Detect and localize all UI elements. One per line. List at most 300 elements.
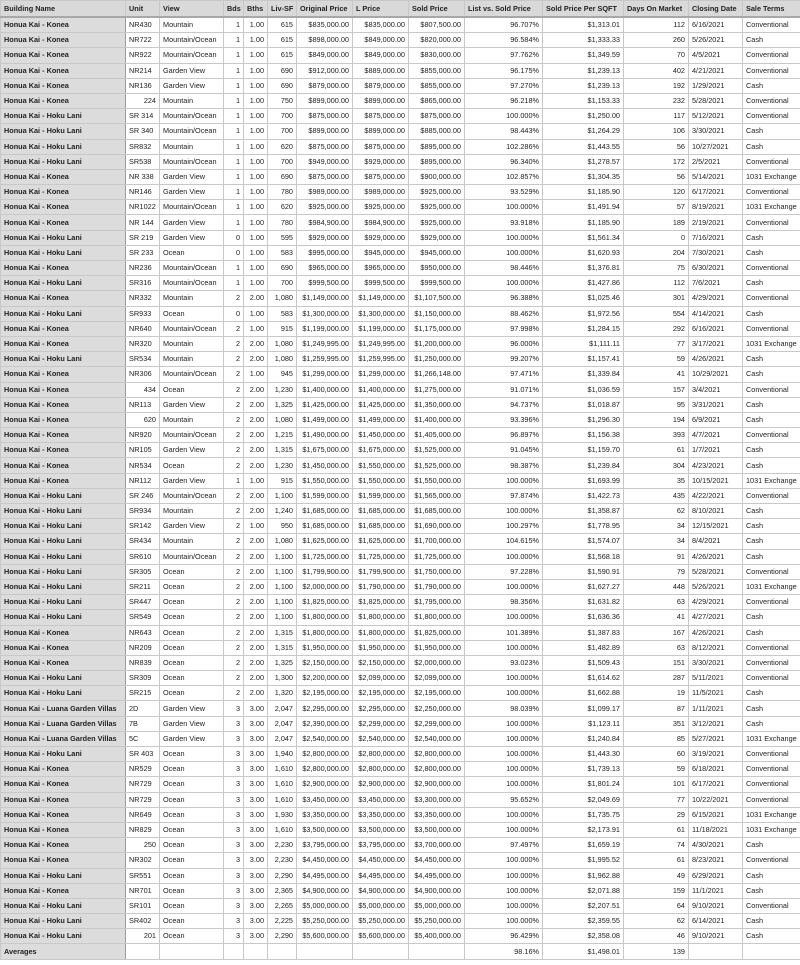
cell-building-name[interactable]: Honua Kai - Konea (1, 883, 126, 898)
cell-original-price[interactable]: $989,000.00 (297, 185, 353, 200)
cell-liv-sf[interactable]: 1,325 (268, 655, 297, 670)
cell-days-on-market[interactable]: 19 (624, 686, 689, 701)
cell-l-price[interactable]: $1,300,000.00 (353, 306, 409, 321)
cell-sold-price[interactable]: $855,000.00 (409, 63, 465, 78)
cell-view[interactable]: Ocean (160, 807, 224, 822)
cell-view[interactable]: Ocean (160, 898, 224, 913)
cell-original-price[interactable]: $1,725,000.00 (297, 549, 353, 564)
empty-cell[interactable] (297, 944, 353, 960)
cell-liv-sf[interactable]: 1,315 (268, 443, 297, 458)
cell-liv-sf[interactable]: 2,230 (268, 853, 297, 868)
cell-original-price[interactable]: $1,259,995.00 (297, 352, 353, 367)
cell-liv-sf[interactable]: 1,315 (268, 640, 297, 655)
cell-sale-terms[interactable]: Cash (743, 929, 800, 944)
cell-building-name[interactable]: Honua Kai - Konea (1, 33, 126, 48)
cell-list-vs-sold-price[interactable]: 100.000% (465, 747, 543, 762)
cell-bths[interactable]: 3.00 (244, 701, 268, 716)
cell-bths[interactable]: 2.00 (244, 428, 268, 443)
cell-sold-price[interactable]: $925,000.00 (409, 215, 465, 230)
cell-list-vs-sold-price[interactable]: 93.396% (465, 412, 543, 427)
cell-sold-price[interactable]: $2,299,000.00 (409, 716, 465, 731)
cell-l-price[interactable]: $1,499,000.00 (353, 412, 409, 427)
cell-sale-terms[interactable]: 1031 Exchange (743, 473, 800, 488)
cell-days-on-market[interactable]: 79 (624, 564, 689, 579)
empty-cell[interactable] (353, 944, 409, 960)
cell-closing-date[interactable]: 5/28/2021 (689, 564, 743, 579)
cell-sold-price-per-sqft[interactable]: $1,250.00 (543, 109, 624, 124)
cell-liv-sf[interactable]: 690 (268, 78, 297, 93)
cell-closing-date[interactable]: 4/22/2021 (689, 488, 743, 503)
cell-bths[interactable]: 2.00 (244, 397, 268, 412)
cell-sale-terms[interactable]: Cash (743, 701, 800, 716)
cell-building-name[interactable]: Honua Kai - Konea (1, 200, 126, 215)
cell-unit[interactable]: NR209 (126, 640, 160, 655)
cell-closing-date[interactable]: 5/14/2021 (689, 169, 743, 184)
cell-building-name[interactable]: Honua Kai - Hoku Lani (1, 595, 126, 610)
cell-sold-price[interactable]: $999,500.00 (409, 276, 465, 291)
cell-unit[interactable]: SR 403 (126, 747, 160, 762)
column-header-bths[interactable]: Bths (244, 1, 268, 18)
cell-sale-terms[interactable]: Conventional (743, 762, 800, 777)
cell-closing-date[interactable]: 8/23/2021 (689, 853, 743, 868)
cell-original-price[interactable]: $849,000.00 (297, 48, 353, 63)
cell-closing-date[interactable]: 3/19/2021 (689, 747, 743, 762)
cell-closing-date[interactable]: 4/26/2021 (689, 625, 743, 640)
cell-liv-sf[interactable]: 1,100 (268, 549, 297, 564)
cell-bths[interactable]: 1.00 (244, 261, 268, 276)
cell-original-price[interactable]: $1,249,995.00 (297, 336, 353, 351)
cell-bths[interactable]: 1.00 (244, 200, 268, 215)
cell-sold-price[interactable]: $2,900,000.00 (409, 777, 465, 792)
cell-unit[interactable]: 434 (126, 382, 160, 397)
cell-building-name[interactable]: Honua Kai - Konea (1, 78, 126, 93)
cell-l-price[interactable]: $1,950,000.00 (353, 640, 409, 655)
cell-days-on-market[interactable]: 157 (624, 382, 689, 397)
cell-closing-date[interactable]: 4/29/2021 (689, 291, 743, 306)
cell-sale-terms[interactable]: Cash (743, 397, 800, 412)
cell-liv-sf[interactable]: 1,080 (268, 352, 297, 367)
cell-original-price[interactable]: $1,799,900.00 (297, 564, 353, 579)
cell-sale-terms[interactable]: Cash (743, 519, 800, 534)
cell-bths[interactable]: 2.00 (244, 352, 268, 367)
cell-sale-terms[interactable]: Cash (743, 306, 800, 321)
cell-view[interactable]: Ocean (160, 671, 224, 686)
cell-sale-terms[interactable]: Cash (743, 245, 800, 260)
cell-unit[interactable]: SR305 (126, 564, 160, 579)
cell-bds[interactable]: 1 (224, 93, 244, 108)
cell-list-vs-sold-price[interactable]: 100.000% (465, 640, 543, 655)
cell-closing-date[interactable]: 1/7/2021 (689, 443, 743, 458)
cell-bds[interactable]: 2 (224, 671, 244, 686)
cell-bths[interactable]: 3.00 (244, 883, 268, 898)
cell-unit[interactable]: SR 340 (126, 124, 160, 139)
cell-sold-price[interactable]: $1,825,000.00 (409, 625, 465, 640)
cell-sold-price-per-sqft[interactable]: $1,801.24 (543, 777, 624, 792)
cell-bths[interactable]: 2.00 (244, 579, 268, 594)
cell-list-vs-sold-price[interactable]: 100.000% (465, 762, 543, 777)
cell-unit[interactable]: SR 219 (126, 230, 160, 245)
cell-liv-sf[interactable]: 1,230 (268, 382, 297, 397)
cell-unit[interactable]: NR649 (126, 807, 160, 822)
cell-closing-date[interactable]: 8/12/2021 (689, 640, 743, 655)
cell-unit[interactable]: NR829 (126, 822, 160, 837)
cell-l-price[interactable]: $2,540,000.00 (353, 731, 409, 746)
cell-original-price[interactable]: $879,000.00 (297, 78, 353, 93)
cell-sold-price[interactable]: $1,107,500.00 (409, 291, 465, 306)
cell-unit[interactable]: SR551 (126, 868, 160, 883)
cell-l-price[interactable]: $875,000.00 (353, 169, 409, 184)
cell-original-price[interactable]: $1,675,000.00 (297, 443, 353, 458)
cell-bds[interactable]: 1 (224, 48, 244, 63)
cell-view[interactable]: Garden View (160, 473, 224, 488)
cell-sale-terms[interactable]: Conventional (743, 488, 800, 503)
cell-bds[interactable]: 1 (224, 139, 244, 154)
cell-bths[interactable]: 2.00 (244, 671, 268, 686)
cell-view[interactable]: Ocean (160, 822, 224, 837)
cell-closing-date[interactable]: 10/29/2021 (689, 367, 743, 382)
cell-days-on-market[interactable]: 120 (624, 185, 689, 200)
cell-original-price[interactable]: $2,000,000.00 (297, 579, 353, 594)
cell-l-price[interactable]: $5,600,000.00 (353, 929, 409, 944)
cell-view[interactable]: Mountain (160, 352, 224, 367)
avg-list-vs-sold[interactable]: 98.16% (465, 944, 543, 960)
cell-view[interactable]: Ocean (160, 686, 224, 701)
cell-sold-price[interactable]: $5,000,000.00 (409, 898, 465, 913)
cell-view[interactable]: Garden View (160, 63, 224, 78)
cell-list-vs-sold-price[interactable]: 96.584% (465, 33, 543, 48)
cell-bths[interactable]: 3.00 (244, 762, 268, 777)
cell-sale-terms[interactable]: Conventional (743, 48, 800, 63)
cell-building-name[interactable]: Honua Kai - Konea (1, 397, 126, 412)
cell-sold-price-per-sqft[interactable]: $1,157.41 (543, 352, 624, 367)
cell-building-name[interactable]: Honua Kai - Hoku Lani (1, 898, 126, 913)
cell-bds[interactable]: 0 (224, 245, 244, 260)
cell-list-vs-sold-price[interactable]: 97.497% (465, 838, 543, 853)
cell-closing-date[interactable]: 4/29/2021 (689, 595, 743, 610)
cell-liv-sf[interactable]: 1,610 (268, 822, 297, 837)
cell-closing-date[interactable]: 2/19/2021 (689, 215, 743, 230)
cell-sold-price-per-sqft[interactable]: $1,296.30 (543, 412, 624, 427)
cell-l-price[interactable]: $1,790,000.00 (353, 579, 409, 594)
cell-bths[interactable]: 2.00 (244, 291, 268, 306)
cell-unit[interactable]: 250 (126, 838, 160, 853)
cell-days-on-market[interactable]: 70 (624, 48, 689, 63)
cell-building-name[interactable]: Honua Kai - Konea (1, 17, 126, 33)
cell-unit[interactable]: SR215 (126, 686, 160, 701)
cell-original-price[interactable]: $1,300,000.00 (297, 306, 353, 321)
cell-days-on-market[interactable]: 62 (624, 504, 689, 519)
cell-sold-price-per-sqft[interactable]: $1,156.38 (543, 428, 624, 443)
cell-sale-terms[interactable]: Cash (743, 443, 800, 458)
cell-sold-price-per-sqft[interactable]: $1,962.88 (543, 868, 624, 883)
cell-sold-price[interactable]: $1,200,000.00 (409, 336, 465, 351)
cell-bths[interactable]: 1.00 (244, 276, 268, 291)
cell-sold-price-per-sqft[interactable]: $1,339.84 (543, 367, 624, 382)
cell-building-name[interactable]: Honua Kai - Hoku Lani (1, 519, 126, 534)
cell-building-name[interactable]: Honua Kai - Konea (1, 48, 126, 63)
cell-l-price[interactable]: $4,900,000.00 (353, 883, 409, 898)
cell-sale-terms[interactable]: 1031 Exchange (743, 579, 800, 594)
cell-original-price[interactable]: $875,000.00 (297, 109, 353, 124)
cell-view[interactable]: Garden View (160, 443, 224, 458)
cell-sale-terms[interactable]: Cash (743, 458, 800, 473)
cell-building-name[interactable]: Honua Kai - Konea (1, 428, 126, 443)
cell-days-on-market[interactable]: 351 (624, 716, 689, 731)
cell-closing-date[interactable]: 6/14/2021 (689, 914, 743, 929)
cell-building-name[interactable]: Honua Kai - Hoku Lani (1, 488, 126, 503)
cell-original-price[interactable]: $3,450,000.00 (297, 792, 353, 807)
cell-unit[interactable]: NR136 (126, 78, 160, 93)
cell-bths[interactable]: 2.00 (244, 488, 268, 503)
cell-sold-price-per-sqft[interactable]: $2,207.51 (543, 898, 624, 913)
cell-bds[interactable]: 2 (224, 686, 244, 701)
cell-l-price[interactable]: $875,000.00 (353, 139, 409, 154)
cell-sold-price[interactable]: $895,000.00 (409, 154, 465, 169)
cell-bths[interactable]: 1.00 (244, 154, 268, 169)
cell-l-price[interactable]: $1,299,000.00 (353, 367, 409, 382)
cell-liv-sf[interactable]: 780 (268, 215, 297, 230)
cell-building-name[interactable]: Honua Kai - Konea (1, 382, 126, 397)
cell-original-price[interactable]: $2,540,000.00 (297, 731, 353, 746)
cell-closing-date[interactable]: 5/28/2021 (689, 93, 743, 108)
cell-sold-price[interactable]: $855,000.00 (409, 78, 465, 93)
cell-sold-price-per-sqft[interactable]: $2,049.69 (543, 792, 624, 807)
cell-building-name[interactable]: Honua Kai - Konea (1, 458, 126, 473)
cell-list-vs-sold-price[interactable]: 98.039% (465, 701, 543, 716)
cell-sold-price-per-sqft[interactable]: $1,387.83 (543, 625, 624, 640)
cell-sale-terms[interactable]: Conventional (743, 291, 800, 306)
cell-sold-price-per-sqft[interactable]: $1,427.86 (543, 276, 624, 291)
cell-unit[interactable]: NR1022 (126, 200, 160, 215)
cell-bds[interactable]: 2 (224, 443, 244, 458)
cell-l-price[interactable]: $965,000.00 (353, 261, 409, 276)
cell-bds[interactable]: 1 (224, 473, 244, 488)
cell-liv-sf[interactable]: 690 (268, 169, 297, 184)
cell-days-on-market[interactable]: 91 (624, 549, 689, 564)
cell-list-vs-sold-price[interactable]: 98.356% (465, 595, 543, 610)
cell-liv-sf[interactable]: 1,325 (268, 397, 297, 412)
cell-sold-price-per-sqft[interactable]: $1,240.84 (543, 731, 624, 746)
cell-sale-terms[interactable]: 1031 Exchange (743, 200, 800, 215)
cell-original-price[interactable]: $5,250,000.00 (297, 914, 353, 929)
cell-sale-terms[interactable]: Conventional (743, 655, 800, 670)
cell-bths[interactable]: 2.00 (244, 686, 268, 701)
cell-bds[interactable]: 2 (224, 291, 244, 306)
cell-l-price[interactable]: $2,800,000.00 (353, 747, 409, 762)
cell-sale-terms[interactable]: Conventional (743, 853, 800, 868)
cell-list-vs-sold-price[interactable]: 94.737% (465, 397, 543, 412)
cell-closing-date[interactable]: 10/27/2021 (689, 139, 743, 154)
cell-days-on-market[interactable]: 61 (624, 853, 689, 868)
cell-list-vs-sold-price[interactable]: 100.000% (465, 868, 543, 883)
cell-days-on-market[interactable]: 34 (624, 534, 689, 549)
cell-view[interactable]: Ocean (160, 929, 224, 944)
cell-closing-date[interactable]: 4/27/2021 (689, 610, 743, 625)
cell-liv-sf[interactable]: 2,230 (268, 838, 297, 853)
cell-bds[interactable]: 1 (224, 215, 244, 230)
cell-unit[interactable]: SR309 (126, 671, 160, 686)
cell-sale-terms[interactable]: Cash (743, 883, 800, 898)
cell-bds[interactable]: 3 (224, 898, 244, 913)
cell-view[interactable]: Ocean (160, 458, 224, 473)
cell-liv-sf[interactable]: 1,100 (268, 488, 297, 503)
cell-sale-terms[interactable]: Conventional (743, 93, 800, 108)
cell-sold-price[interactable]: $3,700,000.00 (409, 838, 465, 853)
cell-sold-price[interactable]: $945,000.00 (409, 245, 465, 260)
cell-days-on-market[interactable]: 95 (624, 397, 689, 412)
cell-view[interactable]: Ocean (160, 747, 224, 762)
cell-bths[interactable]: 1.00 (244, 215, 268, 230)
cell-sale-terms[interactable]: Cash (743, 549, 800, 564)
cell-bds[interactable]: 1 (224, 124, 244, 139)
cell-days-on-market[interactable]: 167 (624, 625, 689, 640)
cell-liv-sf[interactable]: 700 (268, 109, 297, 124)
cell-sale-terms[interactable]: Cash (743, 139, 800, 154)
cell-sold-price-per-sqft[interactable]: $1,778.95 (543, 519, 624, 534)
cell-view[interactable]: Garden View (160, 519, 224, 534)
cell-l-price[interactable]: $984,900.00 (353, 215, 409, 230)
cell-list-vs-sold-price[interactable]: 101.389% (465, 625, 543, 640)
cell-sold-price-per-sqft[interactable]: $1,590.91 (543, 564, 624, 579)
cell-unit[interactable]: NR 144 (126, 215, 160, 230)
cell-list-vs-sold-price[interactable]: 100.000% (465, 898, 543, 913)
cell-unit[interactable]: NR430 (126, 17, 160, 33)
cell-building-name[interactable]: Honua Kai - Hoku Lani (1, 124, 126, 139)
cell-liv-sf[interactable]: 1,080 (268, 336, 297, 351)
cell-building-name[interactable]: Honua Kai - Hoku Lani (1, 109, 126, 124)
cell-sold-price-per-sqft[interactable]: $1,376.81 (543, 261, 624, 276)
cell-days-on-market[interactable]: 232 (624, 93, 689, 108)
cell-list-vs-sold-price[interactable]: 91.045% (465, 443, 543, 458)
cell-l-price[interactable]: $835,000.00 (353, 17, 409, 33)
cell-liv-sf[interactable]: 700 (268, 154, 297, 169)
cell-sold-price[interactable]: $1,266,148.00 (409, 367, 465, 382)
cell-sold-price-per-sqft[interactable]: $1,159.70 (543, 443, 624, 458)
cell-closing-date[interactable]: 4/26/2021 (689, 549, 743, 564)
cell-unit[interactable]: SR 233 (126, 245, 160, 260)
cell-l-price[interactable]: $3,350,000.00 (353, 807, 409, 822)
cell-bds[interactable]: 2 (224, 428, 244, 443)
cell-bths[interactable]: 1.00 (244, 78, 268, 93)
cell-bds[interactable]: 3 (224, 701, 244, 716)
column-header-sale-terms[interactable]: Sale Terms (743, 1, 800, 18)
cell-building-name[interactable]: Honua Kai - Konea (1, 777, 126, 792)
cell-bths[interactable]: 3.00 (244, 747, 268, 762)
cell-unit[interactable]: NR320 (126, 336, 160, 351)
cell-sold-price-per-sqft[interactable]: $1,239.13 (543, 63, 624, 78)
cell-list-vs-sold-price[interactable]: 102.286% (465, 139, 543, 154)
cell-original-price[interactable]: $929,000.00 (297, 230, 353, 245)
cell-sale-terms[interactable]: Cash (743, 534, 800, 549)
cell-sold-price[interactable]: $5,400,000.00 (409, 929, 465, 944)
cell-building-name[interactable]: Honua Kai - Konea (1, 762, 126, 777)
cell-sale-terms[interactable]: Cash (743, 276, 800, 291)
cell-sold-price-per-sqft[interactable]: $1,313.01 (543, 17, 624, 33)
cell-bds[interactable]: 3 (224, 838, 244, 853)
cell-sale-terms[interactable]: Conventional (743, 17, 800, 33)
cell-sold-price[interactable]: $2,540,000.00 (409, 731, 465, 746)
cell-original-price[interactable]: $1,425,000.00 (297, 397, 353, 412)
cell-liv-sf[interactable]: 1,100 (268, 595, 297, 610)
cell-liv-sf[interactable]: 1,230 (268, 458, 297, 473)
cell-days-on-market[interactable]: 304 (624, 458, 689, 473)
cell-unit[interactable]: SR316 (126, 276, 160, 291)
cell-closing-date[interactable]: 3/30/2021 (689, 124, 743, 139)
cell-closing-date[interactable]: 8/10/2021 (689, 504, 743, 519)
cell-days-on-market[interactable]: 75 (624, 261, 689, 276)
cell-sold-price[interactable]: $1,550,000.00 (409, 473, 465, 488)
cell-bds[interactable]: 3 (224, 731, 244, 746)
cell-sale-terms[interactable]: Conventional (743, 671, 800, 686)
cell-original-price[interactable]: $875,000.00 (297, 139, 353, 154)
cell-bths[interactable]: 1.00 (244, 519, 268, 534)
cell-list-vs-sold-price[interactable]: 100.000% (465, 807, 543, 822)
cell-bths[interactable]: 1.00 (244, 17, 268, 33)
cell-sold-price-per-sqft[interactable]: $1,735.75 (543, 807, 624, 822)
cell-days-on-market[interactable]: 260 (624, 33, 689, 48)
cell-closing-date[interactable]: 8/4/2021 (689, 534, 743, 549)
cell-sold-price-per-sqft[interactable]: $1,018.87 (543, 397, 624, 412)
cell-building-name[interactable]: Honua Kai - Luana Garden Villas (1, 731, 126, 746)
cell-days-on-market[interactable]: 59 (624, 762, 689, 777)
cell-sold-price-per-sqft[interactable]: $1,358.87 (543, 504, 624, 519)
cell-building-name[interactable]: Honua Kai - Konea (1, 93, 126, 108)
cell-list-vs-sold-price[interactable]: 97.998% (465, 321, 543, 336)
cell-original-price[interactable]: $1,550,000.00 (297, 473, 353, 488)
cell-original-price[interactable]: $1,800,000.00 (297, 625, 353, 640)
cell-building-name[interactable]: Honua Kai - Luana Garden Villas (1, 716, 126, 731)
cell-l-price[interactable]: $2,195,000.00 (353, 686, 409, 701)
cell-liv-sf[interactable]: 780 (268, 185, 297, 200)
cell-bds[interactable]: 1 (224, 33, 244, 48)
cell-liv-sf[interactable]: 1,240 (268, 504, 297, 519)
cell-bths[interactable]: 2.00 (244, 564, 268, 579)
cell-sold-price-per-sqft[interactable]: $1,153.33 (543, 93, 624, 108)
cell-original-price[interactable]: $1,490,000.00 (297, 428, 353, 443)
cell-sale-terms[interactable]: Cash (743, 352, 800, 367)
cell-building-name[interactable]: Honua Kai - Konea (1, 473, 126, 488)
cell-sold-price-per-sqft[interactable]: $1,631.82 (543, 595, 624, 610)
cell-bds[interactable]: 1 (224, 63, 244, 78)
cell-sold-price[interactable]: $1,800,000.00 (409, 610, 465, 625)
cell-list-vs-sold-price[interactable]: 95.652% (465, 792, 543, 807)
cell-view[interactable]: Ocean (160, 655, 224, 670)
cell-view[interactable]: Mountain/Ocean (160, 276, 224, 291)
cell-l-price[interactable]: $1,599,000.00 (353, 488, 409, 503)
cell-bths[interactable]: 3.00 (244, 807, 268, 822)
cell-original-price[interactable]: $1,825,000.00 (297, 595, 353, 610)
cell-sale-terms[interactable]: Conventional (743, 215, 800, 230)
cell-closing-date[interactable]: 4/7/2021 (689, 428, 743, 443)
cell-sold-price[interactable]: $1,250,000.00 (409, 352, 465, 367)
cell-days-on-market[interactable]: 393 (624, 428, 689, 443)
cell-l-price[interactable]: $2,099,000.00 (353, 671, 409, 686)
cell-closing-date[interactable]: 9/10/2021 (689, 898, 743, 913)
cell-days-on-market[interactable]: 46 (624, 929, 689, 944)
cell-l-price[interactable]: $1,249,995.00 (353, 336, 409, 351)
cell-closing-date[interactable]: 7/16/2021 (689, 230, 743, 245)
cell-liv-sf[interactable]: 2,365 (268, 883, 297, 898)
cell-bds[interactable]: 3 (224, 853, 244, 868)
cell-bths[interactable]: 1.00 (244, 109, 268, 124)
cell-closing-date[interactable]: 3/4/2021 (689, 382, 743, 397)
cell-list-vs-sold-price[interactable]: 97.762% (465, 48, 543, 63)
cell-bths[interactable]: 2.00 (244, 534, 268, 549)
cell-days-on-market[interactable]: 101 (624, 777, 689, 792)
cell-liv-sf[interactable]: 1,080 (268, 412, 297, 427)
cell-list-vs-sold-price[interactable]: 93.023% (465, 655, 543, 670)
cell-sold-price[interactable]: $1,690,000.00 (409, 519, 465, 534)
